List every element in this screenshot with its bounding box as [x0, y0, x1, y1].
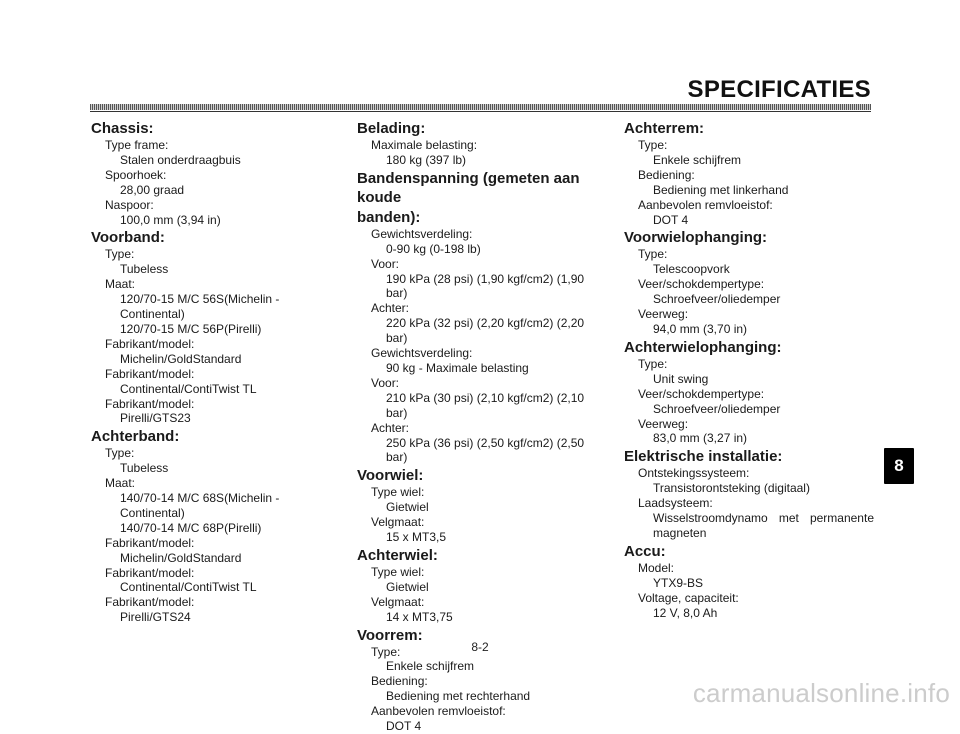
spec-label: Voltage, capaciteit: — [638, 590, 739, 605]
section-heading-chassis: Chassis: — [91, 120, 154, 137]
section-heading-elektrisch: Elektrische installatie: — [624, 448, 783, 466]
spec-value: 12 V, 8,0 Ah — [653, 605, 718, 620]
spec-value: Gietwiel — [386, 500, 429, 515]
spec-value: 140/70-14 M/C 68P(Pirelli) — [120, 520, 262, 535]
spec-label: Type: — [638, 356, 668, 371]
spec-label: Veer/schokdempertype: — [638, 277, 765, 292]
spec-value: Schroefveer/oliedemper — [653, 292, 781, 307]
spec-value: Michelin/GoldStandard — [120, 351, 242, 366]
spec-value: Tubeless — [120, 262, 169, 277]
spec-value: Unit swing — [653, 371, 709, 386]
spec-label: Achter: — [371, 301, 410, 316]
spec-label: Type frame: — [105, 138, 169, 152]
spec-label: Aanbevolen remvloeistof: — [371, 704, 506, 719]
spec-label: Type: — [105, 247, 135, 262]
spec-value: Bediening met linkerhand — [653, 182, 789, 197]
spec-label: Model: — [638, 560, 675, 575]
spec-label: Fabrikant/model: — [105, 396, 195, 411]
spec-value: YTX9-BS — [653, 575, 704, 590]
spec-value: DOT 4 — [386, 719, 422, 734]
spec-value: Pirelli/GTS23 — [120, 411, 191, 426]
section-heading-belading: Belading: — [357, 120, 426, 137]
section-heading-achterband: Achterband: — [91, 428, 180, 446]
spec-value: 220 kPa (32 psi) (2,20 kgf/cm2) (2,20 bar) — [386, 316, 585, 346]
spec-label: Type: — [638, 247, 668, 262]
spec-value: Pirelli/GTS24 — [120, 610, 191, 625]
section-heading-voorwielophanging: Voorwielophanging: — [624, 229, 768, 247]
section-heading-achterwiel: Achterwiel: — [357, 546, 438, 564]
spec-label: Type: — [105, 446, 135, 461]
spec-value: Continental) — [120, 505, 185, 520]
spec-value: 250 kPa (36 psi) (2,50 kgf/cm2) (2,50 bar) — [386, 435, 585, 465]
spec-value: Continental/ContiTwist TL — [120, 580, 257, 595]
spec-value: Bediening met rechterhand — [386, 689, 531, 704]
page-number: 8-2 — [471, 640, 489, 654]
spec-label: Fabrikant/model: — [105, 595, 195, 610]
spec-value: Stalen onderdraagbuis — [120, 152, 241, 167]
section-heading-achterwielophanging: Achterwielophanging: — [624, 338, 782, 356]
spec-value: 15 x MT3,5 — [386, 530, 447, 545]
spec-value: 94,0 mm (3,70 in) — [653, 321, 748, 336]
spec-label: Naspoor: — [105, 197, 154, 212]
spec-label: Type: — [371, 644, 401, 659]
spec-label: Fabrikant/model: — [105, 336, 195, 351]
spec-label: Veerweg: — [638, 416, 689, 431]
spec-value: Enkele schijfrem — [653, 152, 742, 167]
spec-value: Tubeless — [120, 461, 169, 476]
spec-label: Gewichtsverdeling: — [371, 346, 473, 361]
chapter-tab[interactable]: 8 — [884, 448, 914, 484]
section-heading-bandenspanning: Bandenspanning (gemeten aan koude — [357, 169, 580, 206]
section-heading-voorwiel: Voorwiel: — [357, 467, 424, 485]
section-heading-voorband: Voorband: — [91, 229, 165, 247]
spec-value: 28,00 graad — [120, 182, 185, 197]
spec-label: Laadsysteem: — [638, 496, 713, 511]
spec-label: Fabrikant/model: — [105, 366, 195, 381]
spec-value: Continental/ContiTwist TL — [120, 381, 257, 396]
spec-value: DOT 4 — [653, 212, 689, 227]
spec-value: magneten — [653, 525, 707, 540]
spec-label: Type wiel: — [371, 564, 425, 579]
spec-label: Velgmaat: — [371, 515, 425, 530]
spec-value: Telescoopvork — [653, 262, 730, 277]
spec-value: 100,0 mm (3,94 in) — [120, 212, 221, 227]
spec-label: Bediening: — [371, 674, 428, 689]
spec-value: 190 kPa (28 psi) (1,90 kgf/cm2) (1,90 bar) — [386, 271, 585, 301]
spec-label: Bediening: — [638, 167, 695, 182]
spec-column-3 — [624, 118, 874, 620]
spec-label: Voor: — [371, 256, 400, 271]
spec-value: 210 kPa (30 psi) (2,10 kgf/cm2) (2,10 bar) — [386, 390, 585, 420]
spec-label: Type wiel: — [371, 485, 425, 500]
spec-value: Wisselstroomdynamo met permanente — [653, 511, 874, 526]
spec-value: Transistorontsteking (digitaal) — [653, 481, 810, 496]
spec-value: 120/70-15 M/C 56P(Pirelli) — [120, 321, 262, 336]
spec-value: 120/70-15 M/C 56S(Michelin - — [120, 292, 280, 307]
spec-label: Aanbevolen remvloeistof: — [638, 197, 773, 212]
spec-value: Schroefveer/oliedemper — [653, 401, 781, 416]
spec-value: 90 kg - Maximale belasting — [386, 360, 529, 375]
spec-value: Continental) — [120, 307, 185, 322]
header-rule — [90, 104, 871, 110]
spec-column-1 — [91, 118, 321, 625]
spec-label: Type: — [638, 138, 668, 152]
spec-label: Spoorhoek: — [105, 167, 167, 182]
spec-label: Ontstekingssysteem: — [638, 466, 750, 481]
spec-label: Veer/schokdempertype: — [638, 386, 765, 401]
spec-label: Veerweg: — [638, 307, 689, 322]
watermark: carmanualsonline.info — [692, 678, 950, 708]
spec-value: Enkele schijfrem — [386, 659, 475, 674]
spec-value: Gietwiel — [386, 579, 429, 594]
section-heading-voorrem: Voorrem: — [357, 626, 423, 644]
spec-value: Michelin/GoldStandard — [120, 550, 242, 565]
spec-label: Maat: — [105, 277, 136, 292]
spec-value: 140/70-14 M/C 68S(Michelin - — [120, 491, 280, 506]
spec-label: Fabrikant/model: — [105, 565, 195, 580]
section-heading-accu: Accu: — [624, 542, 666, 560]
spec-label: Achter: — [371, 420, 410, 435]
section-heading-bandenspanning-cont: banden): — [357, 208, 421, 226]
section-heading-achterrem: Achterrem: — [624, 120, 705, 137]
spec-label: Maximale belasting: — [371, 138, 478, 152]
spec-label: Voor: — [371, 375, 400, 390]
spec-label: Velgmaat: — [371, 594, 425, 609]
spec-value: 83,0 mm (3,27 in) — [653, 431, 748, 446]
spec-value: 180 kg (397 lb) — [386, 152, 467, 167]
spec-label: Maat: — [105, 476, 136, 491]
spec-value: 0-90 kg (0-198 lb) — [386, 241, 481, 256]
page-title: SPECIFICATIES — [687, 76, 871, 103]
spec-label: Gewichtsverdeling: — [371, 226, 473, 241]
spec-label: Fabrikant/model: — [105, 535, 195, 550]
spec-value: 14 x MT3,75 — [386, 609, 453, 624]
